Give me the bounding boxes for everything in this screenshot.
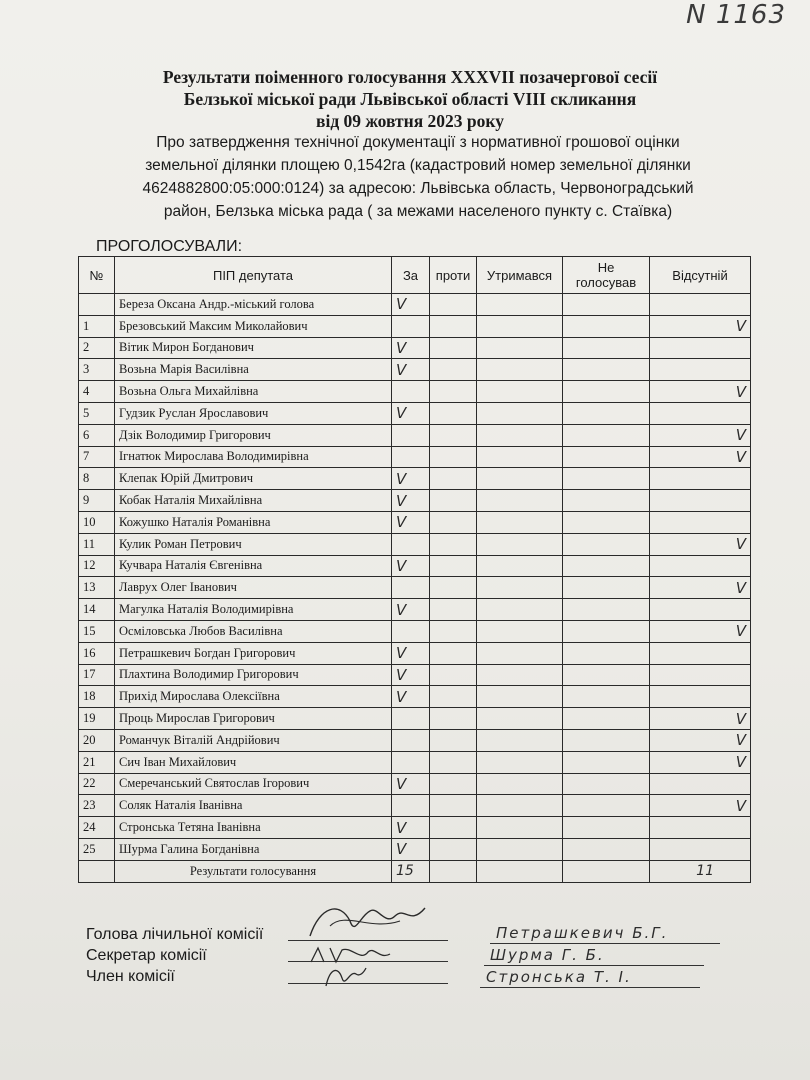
deputy-name: Романчук Віталій Андрійович [115,729,392,751]
vote-cell-absent [650,599,751,621]
vote-cell-not-voted [563,533,650,555]
vote-cell-against [430,381,477,403]
vote-cell-not-voted [563,751,650,773]
vote-cell-absent [650,817,751,839]
vote-mark-for: V [392,337,430,359]
totals-against-cell [430,860,477,882]
vote-cell-absent [650,359,751,381]
vote-cell-not-voted [563,294,650,316]
chair-signature-scribble [300,896,440,946]
vote-cell-against [430,751,477,773]
vote-cell-not-voted [563,795,650,817]
row-number: 24 [79,817,115,839]
vote-cell-abstained [477,686,563,708]
col-header-not-voted-line1: Не [597,260,615,275]
vote-cell-abstained [477,708,563,730]
deputy-name: Осміловська Любов Василівна [115,620,392,642]
vote-cell-against [430,620,477,642]
secretary-handwritten-name: Шурма Г. Б. [490,946,605,964]
secretary-label: Секретар комісії [86,947,207,964]
vote-cell-not-voted [563,555,650,577]
vote-cell-absent [650,555,751,577]
deputy-name: Брезовський Максим Миколайович [115,315,392,337]
vote-mark-for: V [392,555,430,577]
vote-mark-absent: V [650,729,751,751]
vote-cell-for [392,751,430,773]
vote-mark-absent: V [650,620,751,642]
vote-mark-for: V [392,686,430,708]
row-number: 17 [79,664,115,686]
table-row [79,751,751,773]
vote-cell-absent [650,511,751,533]
vote-cell-for [392,315,430,337]
vote-cell-not-voted [563,315,650,337]
vote-cell-absent [650,664,751,686]
table-row [79,642,751,664]
vote-mark-for: V [392,402,430,424]
deputy-name: Магулка Наталія Володимирівна [115,599,392,621]
vote-cell-not-voted [563,599,650,621]
vote-cell-against [430,511,477,533]
vote-cell-not-voted [563,337,650,359]
table-row [79,773,751,795]
vote-cell-abstained [477,402,563,424]
vote-cell-abstained [477,751,563,773]
row-number: 25 [79,838,115,860]
deputy-name: Дзік Володимир Григорович [115,424,392,446]
signature-block [86,924,263,987]
vote-cell-abstained [477,838,563,860]
vote-cell-against [430,642,477,664]
member-handwritten-name: Стронська Т. І. [486,968,632,986]
voting-table [78,256,751,883]
table-row [79,838,751,860]
vote-cell-not-voted [563,817,650,839]
col-header-abstained: Утримався [477,257,563,294]
vote-cell-not-voted [563,708,650,730]
totals-abstained-cell [477,860,563,882]
vote-cell-not-voted [563,490,650,512]
vote-cell-for [392,729,430,751]
vote-cell-against [430,424,477,446]
chair-handwritten-name: Петрашкевич Б.Г. [496,924,669,942]
member-name-underline [480,987,700,988]
subject-line-4: район, Белзька міська рада ( за межами населеного пункту с. Стаївка) [163,203,673,220]
title-line-3: від 09 жовтня 2023 року [316,111,504,131]
vote-cell-abstained [477,381,563,403]
table-row [79,729,751,751]
col-header-name: ПІП депутата [115,257,392,294]
vote-cell-not-voted [563,729,650,751]
member-label: Член комісії [86,968,175,985]
vote-mark-for: V [392,664,430,686]
vote-cell-against [430,555,477,577]
vote-cell-for [392,620,430,642]
vote-cell-absent [650,642,751,664]
vote-mark-for: V [392,642,430,664]
deputy-name: Смеречанський Святослав Ігорович [115,773,392,795]
row-number: 19 [79,708,115,730]
deputy-name: Кулик Роман Петрович [115,533,392,555]
vote-mark-for: V [392,817,430,839]
chair-label: Голова лічильної комісії [86,926,264,943]
deputy-name: Петрашкевич Богдан Григорович [115,642,392,664]
document-title [100,66,720,132]
vote-cell-absent [650,402,751,424]
vote-cell-against [430,337,477,359]
table-row [79,468,751,490]
deputy-name: Клепак Юрій Дмитрович [115,468,392,490]
vote-cell-abstained [477,642,563,664]
vote-cell-abstained [477,817,563,839]
vote-cell-absent [650,686,751,708]
deputy-name: Кобак Наталія Михайлівна [115,490,392,512]
vote-cell-abstained [477,337,563,359]
vote-cell-abstained [477,468,563,490]
vote-cell-for [392,577,430,599]
vote-cell-against [430,838,477,860]
table-row [79,315,751,337]
vote-cell-abstained [477,577,563,599]
subject-line-1: Про затвердження технічної документації з нормативної грошової оцінки [156,134,680,151]
vote-cell-against [430,533,477,555]
vote-cell-against [430,686,477,708]
vote-cell-abstained [477,446,563,468]
vote-cell-absent [650,294,751,316]
table-row [79,795,751,817]
col-header-num: № [79,257,115,294]
col-header-not-voted [563,257,650,294]
deputy-name: Кожушко Наталія Романівна [115,511,392,533]
vote-cell-against [430,599,477,621]
vote-cell-not-voted [563,838,650,860]
vote-mark-for: V [392,599,430,621]
vote-cell-for [392,381,430,403]
vote-cell-abstained [477,620,563,642]
deputy-name: Соляк Наталія Іванівна [115,795,392,817]
row-number: 7 [79,446,115,468]
row-number: 13 [79,577,115,599]
vote-cell-not-voted [563,773,650,795]
vote-cell-not-voted [563,620,650,642]
row-number: 5 [79,402,115,424]
vote-cell-for [392,533,430,555]
table-row [79,402,751,424]
deputy-name: Кучвара Наталія Євгенівна [115,555,392,577]
row-number: 21 [79,751,115,773]
table-header-row [79,257,751,294]
totals-absent-value: 11 [650,860,751,882]
table-row [79,533,751,555]
row-number: 11 [79,533,115,555]
vote-cell-not-voted [563,642,650,664]
title-line-2: Белзької міської ради Львівської області VIII скликання [183,89,637,109]
deputy-name: Возьна Марія Василівна [115,359,392,381]
deputy-name: Лаврух Олег Іванович [115,577,392,599]
vote-mark-absent: V [650,795,751,817]
vote-cell-absent [650,468,751,490]
deputy-name: Береза Оксана Андр.-міський голова [115,294,392,316]
row-number: 6 [79,424,115,446]
table-row [79,620,751,642]
vote-mark-absent: V [650,577,751,599]
vote-cell-for [392,446,430,468]
table-row [79,555,751,577]
vote-cell-against [430,402,477,424]
table-row [79,686,751,708]
deputy-name: Стронська Тетяна Іванівна [115,817,392,839]
vote-cell-against [430,773,477,795]
vote-cell-not-voted [563,424,650,446]
vote-cell-abstained [477,533,563,555]
row-number: 18 [79,686,115,708]
vote-cell-against [430,359,477,381]
vote-cell-abstained [477,773,563,795]
subject-line-2: земельної ділянки площею 0,1542га (кадастровий номер земельної ділянки [145,157,691,174]
chair-name-underline [490,943,720,944]
vote-cell-against [430,729,477,751]
decision-subject [108,131,728,223]
col-header-not-voted-line2: голосував [575,275,637,290]
deputy-name: Возьна Ольга Михайлівна [115,381,392,403]
table-row [79,337,751,359]
deputy-name: Прихід Мирослава Олексіївна [115,686,392,708]
row-number [79,294,115,316]
vote-cell-against [430,708,477,730]
title-line-1: Результати поіменного голосування XXXVII позачергової сесії [162,67,658,87]
row-number: 1 [79,315,115,337]
row-number: 4 [79,381,115,403]
vote-cell-not-voted [563,359,650,381]
col-header-against: проти [430,257,477,294]
vote-cell-abstained [477,795,563,817]
deputy-name: Проць Мирослав Григорович [115,708,392,730]
table-row [79,599,751,621]
vote-mark-absent: V [650,533,751,555]
table-row [79,817,751,839]
totals-num-cell [79,860,115,882]
vote-cell-abstained [477,490,563,512]
vote-cell-against [430,490,477,512]
vote-cell-abstained [477,664,563,686]
vote-cell-not-voted [563,511,650,533]
vote-cell-not-voted [563,686,650,708]
vote-cell-absent [650,773,751,795]
row-number: 12 [79,555,115,577]
voted-heading: ПРОГОЛОСУВАЛИ: [96,238,243,255]
deputy-name: Ігнатюк Мирослава Володимирівна [115,446,392,468]
vote-cell-not-voted [563,577,650,599]
vote-cell-abstained [477,555,563,577]
vote-cell-against [430,294,477,316]
vote-cell-abstained [477,729,563,751]
vote-cell-for [392,424,430,446]
vote-mark-for: V [392,359,430,381]
vote-mark-for: V [392,294,430,316]
table-row [79,446,751,468]
vote-cell-abstained [477,294,563,316]
vote-cell-absent [650,490,751,512]
vote-cell-abstained [477,424,563,446]
secretary-name-underline [484,965,704,966]
col-header-for: За [392,257,430,294]
vote-cell-abstained [477,599,563,621]
deputy-name: Сич Іван Михайлович [115,751,392,773]
vote-cell-against [430,468,477,490]
totals-label: Результати голосування [115,860,392,882]
table-row [79,664,751,686]
vote-cell-for [392,708,430,730]
totals-for-value: 15 [392,860,430,882]
table-row [79,490,751,512]
totals-not-voted-cell [563,860,650,882]
vote-mark-absent: V [650,315,751,337]
vote-cell-absent [650,838,751,860]
col-header-absent: Відсутній [650,257,751,294]
row-number: 3 [79,359,115,381]
vote-cell-not-voted [563,381,650,403]
vote-mark-absent: V [650,424,751,446]
vote-cell-not-voted [563,664,650,686]
vote-cell-absent [650,337,751,359]
table-row [79,359,751,381]
table-row [79,294,751,316]
row-number: 14 [79,599,115,621]
row-number: 9 [79,490,115,512]
row-number: 2 [79,337,115,359]
vote-cell-for [392,795,430,817]
vote-cell-not-voted [563,468,650,490]
handwritten-document-number: N 1163 [686,0,786,30]
vote-mark-for: V [392,468,430,490]
row-number: 15 [79,620,115,642]
table-row [79,577,751,599]
row-number: 22 [79,773,115,795]
deputy-name: Шурма Галина Богданівна [115,838,392,860]
vote-cell-against [430,315,477,337]
row-number: 16 [79,642,115,664]
vote-mark-for: V [392,838,430,860]
row-number: 8 [79,468,115,490]
table-row [79,708,751,730]
vote-cell-against [430,817,477,839]
vote-cell-against [430,664,477,686]
totals-row [79,860,751,882]
vote-cell-against [430,795,477,817]
subject-line-3: 4624882800:05:000:0124) за адресою: Львівська область, Червоноградський [142,180,694,197]
vote-cell-abstained [477,359,563,381]
table-row [79,424,751,446]
vote-mark-for: V [392,490,430,512]
vote-mark-absent: V [650,381,751,403]
vote-mark-absent: V [650,708,751,730]
vote-mark-absent: V [650,446,751,468]
vote-mark-for: V [392,773,430,795]
row-number: 10 [79,511,115,533]
vote-cell-not-voted [563,446,650,468]
deputy-name: Плахтина Володимир Григорович [115,664,392,686]
vote-mark-absent: V [650,751,751,773]
table-row [79,381,751,403]
member-signature-scribble [320,962,370,992]
deputy-name: Вітик Мирон Богданович [115,337,392,359]
row-number: 20 [79,729,115,751]
voting-table-body [79,294,751,861]
table-row [79,511,751,533]
vote-cell-abstained [477,511,563,533]
vote-cell-abstained [477,315,563,337]
row-number: 23 [79,795,115,817]
vote-mark-for: V [392,511,430,533]
vote-cell-against [430,577,477,599]
vote-cell-not-voted [563,402,650,424]
deputy-name: Гудзик Руслан Ярославович [115,402,392,424]
vote-cell-against [430,446,477,468]
